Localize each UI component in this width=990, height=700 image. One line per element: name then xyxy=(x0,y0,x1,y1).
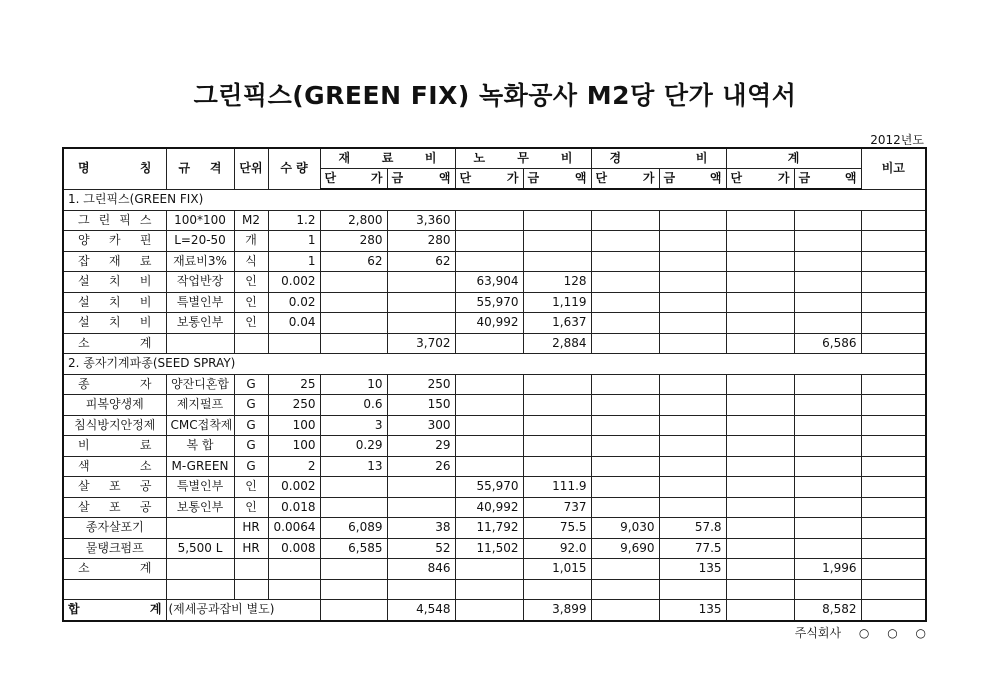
cell-spec xyxy=(166,559,234,580)
cell-unit: G xyxy=(234,395,268,416)
cell-sp xyxy=(726,313,794,334)
cell-sp xyxy=(726,395,794,416)
cell-sp xyxy=(726,497,794,518)
cell-spec: 제지펄프 xyxy=(166,395,234,416)
cell-name: 잡 재 료 xyxy=(63,251,166,272)
cell-ep xyxy=(591,395,659,416)
header-spec: 규 격 xyxy=(166,148,234,189)
cell-lp: 40,992 xyxy=(455,497,523,518)
cell-la: 1,015 xyxy=(523,559,591,580)
table-row xyxy=(63,210,926,231)
cell-unit xyxy=(234,559,268,580)
cell-name: 피복양생제 xyxy=(63,395,166,416)
cell-ep xyxy=(591,559,659,580)
cell-sp xyxy=(726,251,794,272)
cell-mp: 6,585 xyxy=(320,538,387,559)
table-row xyxy=(63,477,926,498)
cell-la: 1,119 xyxy=(523,292,591,313)
cell-spec: 재료비3% xyxy=(166,251,234,272)
cell-mp: 2,800 xyxy=(320,210,387,231)
cell-ep xyxy=(591,333,659,354)
cell-remark xyxy=(861,395,926,416)
cell-remark xyxy=(861,272,926,293)
cell-ea xyxy=(659,333,726,354)
empty-cell xyxy=(320,579,387,600)
total-row xyxy=(63,600,926,621)
cell-ea xyxy=(659,210,726,231)
cell-remark xyxy=(861,415,926,436)
cell-ma xyxy=(387,292,455,313)
cell-la xyxy=(523,210,591,231)
table-row xyxy=(63,497,926,518)
cell-sa xyxy=(794,415,861,436)
cell-ea xyxy=(659,251,726,272)
cell-ma: 250 xyxy=(387,374,455,395)
cell-la: 1,637 xyxy=(523,313,591,334)
cell-sa: 6,586 xyxy=(794,333,861,354)
cell-lp xyxy=(455,415,523,436)
header-material: 재 료 비 xyxy=(320,148,455,169)
cell-qty: 2 xyxy=(268,456,320,477)
cell-lp xyxy=(455,210,523,231)
cell-remark xyxy=(861,251,926,272)
cell-spec: M-GREEN xyxy=(166,456,234,477)
cell-ea xyxy=(659,231,726,252)
cell-unit: G xyxy=(234,415,268,436)
empty-row xyxy=(63,579,926,600)
cell-qty: 100 xyxy=(268,415,320,436)
header-remark: 비고 xyxy=(861,148,926,189)
cell-remark xyxy=(861,333,926,354)
cell-unit: 인 xyxy=(234,272,268,293)
cell-qty: 0.018 xyxy=(268,497,320,518)
cell-mp: 6,089 xyxy=(320,518,387,539)
cell-ma: 52 xyxy=(387,538,455,559)
cell-name: 종자살포기 xyxy=(63,518,166,539)
cell-ma xyxy=(387,477,455,498)
cell-remark xyxy=(861,292,926,313)
cell-lp: 11,502 xyxy=(455,538,523,559)
cell-spec: 특별인부 xyxy=(166,292,234,313)
total-empty-cell xyxy=(455,600,523,621)
cell-unit: G xyxy=(234,436,268,457)
cell-qty: 0.002 xyxy=(268,272,320,293)
cell-sp xyxy=(726,231,794,252)
header-sum-price: 단 가 xyxy=(726,169,794,190)
header-unit: 단위 xyxy=(234,148,268,189)
cell-name: 살 포 공 xyxy=(63,477,166,498)
cell-sa xyxy=(794,538,861,559)
cell-qty: 25 xyxy=(268,374,320,395)
cell-spec: 특별인부 xyxy=(166,477,234,498)
cell-ea xyxy=(659,415,726,436)
cell-ma: 29 xyxy=(387,436,455,457)
cell-name: 종 자 xyxy=(63,374,166,395)
table-row xyxy=(63,559,926,580)
section-header-row xyxy=(63,354,926,375)
table-row xyxy=(63,333,926,354)
cell-sa xyxy=(794,497,861,518)
table-row xyxy=(63,415,926,436)
header-material-amount: 금 액 xyxy=(387,169,455,190)
cell-name: 설 치 비 xyxy=(63,272,166,293)
cell-lp xyxy=(455,559,523,580)
company-mark: ○ xyxy=(915,626,926,640)
cell-name: 침식방지안정제 xyxy=(63,415,166,436)
cell-name: 물탱크펌프 xyxy=(63,538,166,559)
header-material-price: 단 가 xyxy=(320,169,387,190)
cell-sa xyxy=(794,374,861,395)
cell-spec: 양잔디혼합 xyxy=(166,374,234,395)
cell-qty: 1 xyxy=(268,231,320,252)
cell-qty: 250 xyxy=(268,395,320,416)
section-header-row xyxy=(63,189,926,210)
cell-ep xyxy=(591,497,659,518)
table-row xyxy=(63,313,926,334)
total-spec: (제세공과잡비 별도) xyxy=(166,600,320,621)
cell-la xyxy=(523,374,591,395)
cell-remark xyxy=(861,436,926,457)
total-sa: 8,582 xyxy=(794,600,861,621)
cell-remark xyxy=(861,559,926,580)
header-row xyxy=(63,148,926,169)
table-row xyxy=(63,436,926,457)
cell-ma: 846 xyxy=(387,559,455,580)
header-sum: 계 xyxy=(726,148,861,169)
cell-sa xyxy=(794,313,861,334)
cell-lp xyxy=(455,395,523,416)
cell-name: 설 치 비 xyxy=(63,313,166,334)
cell-sa: 1,996 xyxy=(794,559,861,580)
cell-qty: 0.0064 xyxy=(268,518,320,539)
cell-remark xyxy=(861,374,926,395)
table-row xyxy=(63,292,926,313)
company-label: 주식회사 xyxy=(794,626,842,640)
empty-cell xyxy=(63,579,166,600)
cell-ep xyxy=(591,456,659,477)
cell-ep xyxy=(591,436,659,457)
cell-mp: 0.29 xyxy=(320,436,387,457)
cell-lp xyxy=(455,374,523,395)
cell-ep xyxy=(591,210,659,231)
cell-remark xyxy=(861,313,926,334)
table-row xyxy=(63,251,926,272)
cell-sa xyxy=(794,456,861,477)
cell-ea xyxy=(659,313,726,334)
cell-mp: 0.6 xyxy=(320,395,387,416)
cell-la: 111.9 xyxy=(523,477,591,498)
cell-mp: 10 xyxy=(320,374,387,395)
total-empty-cell xyxy=(726,600,794,621)
cell-name: 색 소 xyxy=(63,456,166,477)
cell-ep: 9,690 xyxy=(591,538,659,559)
cell-lp xyxy=(455,333,523,354)
empty-cell xyxy=(523,579,591,600)
company-mark: ○ xyxy=(887,626,898,640)
unit-price-table xyxy=(62,147,927,622)
cell-remark xyxy=(861,210,926,231)
cell-sa xyxy=(794,395,861,416)
cell-spec xyxy=(166,518,234,539)
cell-spec: L=20-50 xyxy=(166,231,234,252)
cell-unit: HR xyxy=(234,538,268,559)
empty-cell xyxy=(234,579,268,600)
table-row xyxy=(63,231,926,252)
cell-sa xyxy=(794,518,861,539)
empty-cell xyxy=(166,579,234,600)
cell-sa xyxy=(794,231,861,252)
cell-ea xyxy=(659,292,726,313)
cell-sp xyxy=(726,272,794,293)
cell-remark xyxy=(861,538,926,559)
cell-qty: 0.002 xyxy=(268,477,320,498)
cell-ep xyxy=(591,272,659,293)
cell-la: 128 xyxy=(523,272,591,293)
cell-mp: 62 xyxy=(320,251,387,272)
cell-lp: 55,970 xyxy=(455,292,523,313)
cell-unit: 식 xyxy=(234,251,268,272)
cell-lp xyxy=(455,251,523,272)
cell-ea xyxy=(659,497,726,518)
cell-ea xyxy=(659,272,726,293)
cell-name: 소 계 xyxy=(63,559,166,580)
cell-ma: 150 xyxy=(387,395,455,416)
cell-ea xyxy=(659,374,726,395)
cell-la xyxy=(523,251,591,272)
cell-lp xyxy=(455,231,523,252)
cell-name: 그 린 픽 스 xyxy=(63,210,166,231)
document-year: 2012년도 xyxy=(870,133,924,147)
cell-sa xyxy=(794,436,861,457)
cell-sp xyxy=(726,456,794,477)
cell-ea: 135 xyxy=(659,559,726,580)
cell-la: 2,884 xyxy=(523,333,591,354)
header-expense: 경 비 xyxy=(591,148,726,169)
company-signature xyxy=(780,624,926,641)
cell-la xyxy=(523,415,591,436)
cell-ma: 300 xyxy=(387,415,455,436)
cell-lp xyxy=(455,436,523,457)
cell-unit: 인 xyxy=(234,497,268,518)
empty-cell xyxy=(861,579,926,600)
cell-sa xyxy=(794,210,861,231)
cell-sp xyxy=(726,436,794,457)
cell-sa xyxy=(794,477,861,498)
cell-mp xyxy=(320,333,387,354)
cell-sp xyxy=(726,374,794,395)
cell-mp: 3 xyxy=(320,415,387,436)
cell-ep xyxy=(591,313,659,334)
company-mark: ○ xyxy=(858,626,870,640)
cell-sp xyxy=(726,415,794,436)
cell-sa xyxy=(794,292,861,313)
cell-unit: 인 xyxy=(234,477,268,498)
cell-qty: 0.02 xyxy=(268,292,320,313)
cell-unit: 개 xyxy=(234,231,268,252)
cell-la xyxy=(523,231,591,252)
cell-la xyxy=(523,395,591,416)
cell-unit: 인 xyxy=(234,292,268,313)
section-title: 2. 종자기계파종(SEED SPRAY) xyxy=(63,354,926,375)
empty-cell xyxy=(387,579,455,600)
table-row xyxy=(63,518,926,539)
total-name: 합 계 xyxy=(63,600,166,621)
header-labor-price: 단 가 xyxy=(455,169,523,190)
cell-spec: 복 합 xyxy=(166,436,234,457)
cell-ea: 77.5 xyxy=(659,538,726,559)
cell-ep xyxy=(591,477,659,498)
cell-sp xyxy=(726,559,794,580)
cell-qty xyxy=(268,559,320,580)
cell-unit: G xyxy=(234,456,268,477)
table-row xyxy=(63,395,926,416)
cell-lp: 55,970 xyxy=(455,477,523,498)
cell-mp xyxy=(320,292,387,313)
cell-mp: 13 xyxy=(320,456,387,477)
section-title: 1. 그린픽스(GREEN FIX) xyxy=(63,189,926,210)
cell-ma xyxy=(387,272,455,293)
empty-cell xyxy=(455,579,523,600)
cell-name: 비 료 xyxy=(63,436,166,457)
cell-sp xyxy=(726,333,794,354)
cell-name: 소 계 xyxy=(63,333,166,354)
cell-spec: 5,500 L xyxy=(166,538,234,559)
cell-qty xyxy=(268,333,320,354)
cell-spec: CMC접착제 xyxy=(166,415,234,436)
cell-mp xyxy=(320,477,387,498)
cell-sp xyxy=(726,292,794,313)
empty-cell xyxy=(659,579,726,600)
cell-mp xyxy=(320,272,387,293)
cell-lp: 11,792 xyxy=(455,518,523,539)
cell-ep xyxy=(591,251,659,272)
header-qty: 수 량 xyxy=(268,148,320,189)
cell-ma: 3,360 xyxy=(387,210,455,231)
cell-ma: 38 xyxy=(387,518,455,539)
cell-ea xyxy=(659,436,726,457)
cell-ma xyxy=(387,497,455,518)
empty-cell xyxy=(591,579,659,600)
cell-sa xyxy=(794,272,861,293)
cell-remark xyxy=(861,518,926,539)
header-labor-amount: 금 액 xyxy=(523,169,591,190)
cell-spec xyxy=(166,333,234,354)
cell-qty: 1.2 xyxy=(268,210,320,231)
cell-ep xyxy=(591,292,659,313)
cell-qty: 1 xyxy=(268,251,320,272)
cell-qty: 100 xyxy=(268,436,320,457)
cell-lp: 63,904 xyxy=(455,272,523,293)
cell-lp: 40,992 xyxy=(455,313,523,334)
cell-ma: 62 xyxy=(387,251,455,272)
cell-ep xyxy=(591,415,659,436)
cell-sp xyxy=(726,477,794,498)
cell-sp xyxy=(726,518,794,539)
total-empty-cell xyxy=(861,600,926,621)
cell-la: 92.0 xyxy=(523,538,591,559)
cell-sp xyxy=(726,210,794,231)
cell-ma: 3,702 xyxy=(387,333,455,354)
cell-ma: 26 xyxy=(387,456,455,477)
table-row xyxy=(63,538,926,559)
cell-ep xyxy=(591,231,659,252)
cell-spec: 100*100 xyxy=(166,210,234,231)
cell-unit xyxy=(234,333,268,354)
header-expense-price: 단 가 xyxy=(591,169,659,190)
cell-remark xyxy=(861,497,926,518)
cell-name: 양 카 핀 xyxy=(63,231,166,252)
cell-sp xyxy=(726,538,794,559)
header-labor: 노 무 비 xyxy=(455,148,591,169)
empty-cell xyxy=(268,579,320,600)
table-row xyxy=(63,456,926,477)
cell-mp xyxy=(320,497,387,518)
cell-unit: M2 xyxy=(234,210,268,231)
total-ea: 135 xyxy=(659,600,726,621)
cell-remark xyxy=(861,477,926,498)
header-sum-amount: 금 액 xyxy=(794,169,861,190)
cell-ep xyxy=(591,374,659,395)
cell-qty: 0.04 xyxy=(268,313,320,334)
cell-ma: 280 xyxy=(387,231,455,252)
cell-ep: 9,030 xyxy=(591,518,659,539)
cell-unit: 인 xyxy=(234,313,268,334)
cell-unit: HR xyxy=(234,518,268,539)
cell-remark xyxy=(861,231,926,252)
cell-la: 737 xyxy=(523,497,591,518)
cell-ea xyxy=(659,456,726,477)
cell-spec: 보통인부 xyxy=(166,313,234,334)
header-name: 명 칭 xyxy=(63,148,166,189)
cell-la: 75.5 xyxy=(523,518,591,539)
cell-spec: 보통인부 xyxy=(166,497,234,518)
cell-name: 설 치 비 xyxy=(63,292,166,313)
empty-cell xyxy=(726,579,794,600)
table-row xyxy=(63,272,926,293)
cell-unit: G xyxy=(234,374,268,395)
cell-mp xyxy=(320,559,387,580)
total-la: 3,899 xyxy=(523,600,591,621)
total-empty-cell xyxy=(591,600,659,621)
cell-qty: 0.008 xyxy=(268,538,320,559)
cell-sa xyxy=(794,251,861,272)
cell-ea xyxy=(659,395,726,416)
empty-cell xyxy=(794,579,861,600)
cell-mp xyxy=(320,313,387,334)
cell-spec: 작업반장 xyxy=(166,272,234,293)
total-empty-cell xyxy=(320,600,387,621)
cell-remark xyxy=(861,456,926,477)
cell-mp: 280 xyxy=(320,231,387,252)
cell-la xyxy=(523,456,591,477)
cell-ea: 57.8 xyxy=(659,518,726,539)
cell-ma xyxy=(387,313,455,334)
document-title: 그린픽스(GREEN FIX) 녹화공사 M2당 단가 내역서 xyxy=(193,81,797,110)
cell-name: 살 포 공 xyxy=(63,497,166,518)
table-row xyxy=(63,374,926,395)
cell-lp xyxy=(455,456,523,477)
header-expense-amount: 금 액 xyxy=(659,169,726,190)
total-ma: 4,548 xyxy=(387,600,455,621)
cell-la xyxy=(523,436,591,457)
cell-ea xyxy=(659,477,726,498)
